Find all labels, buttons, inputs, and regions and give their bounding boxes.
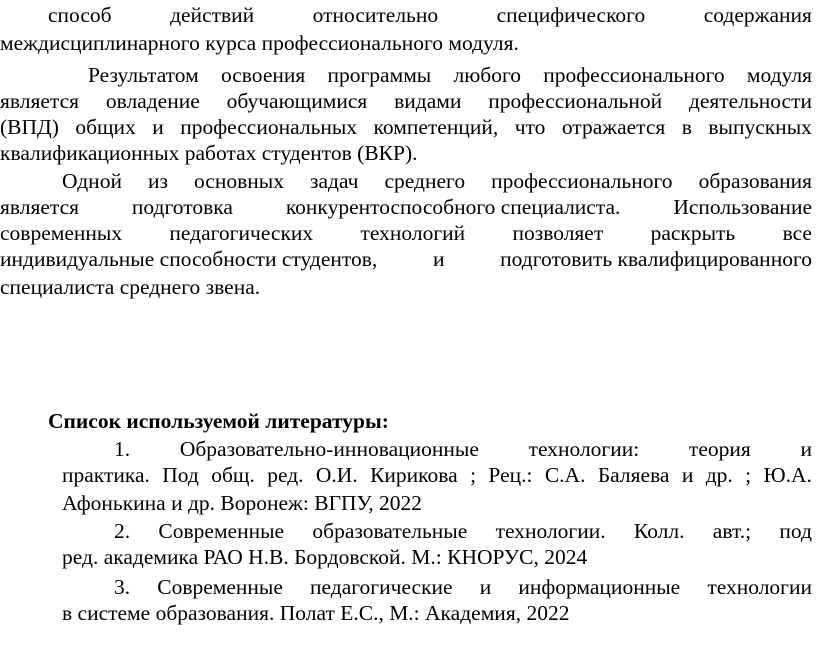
word: авт.; (712, 519, 752, 543)
word: практика. (62, 463, 150, 487)
word: профессионального (491, 169, 673, 193)
body-line-8 (0, 194, 812, 220)
word: из (147, 169, 168, 193)
word: Современные (157, 575, 283, 599)
word: современных (0, 221, 123, 245)
reference-3-line-2: в системе образования. Полат Е.С., М.: Академия, 2022 (62, 601, 570, 625)
word: общих (75, 115, 136, 139)
word: деятельности (688, 89, 812, 113)
word: под (779, 519, 812, 543)
word: специфического (496, 3, 646, 27)
word: и (800, 437, 812, 461)
word: общ. (211, 463, 255, 487)
word: обучающимися (226, 89, 368, 113)
word: Использование (673, 195, 812, 219)
word: Образовательно-инновационные (179, 437, 479, 461)
reference-1-line-3: Афонькина и др. Воронеж: ВГПУ, 2022 (62, 491, 422, 515)
body-line-11: специалиста среднего звена. (0, 275, 261, 299)
word: действий (170, 3, 255, 27)
word: все (782, 221, 812, 245)
word: видами (394, 89, 462, 113)
word: Рец.: (488, 463, 533, 487)
word: позволяет (512, 221, 604, 245)
reference-2-line-1 (114, 518, 812, 544)
word: Колл. (633, 519, 685, 543)
word: Современные (158, 519, 285, 543)
word: любого (453, 63, 521, 87)
word: технологии. (495, 519, 606, 543)
references-heading: Список используемой литературы: (48, 409, 389, 433)
body-line-5 (0, 114, 812, 140)
word: Одной (62, 169, 122, 193)
word: ; (745, 463, 752, 487)
word: Под (162, 463, 199, 487)
word: и (479, 575, 492, 599)
word: профессиональной (488, 89, 663, 113)
word: подготовка (131, 195, 233, 219)
body-line-3 (88, 62, 812, 88)
word: образовательные (312, 519, 468, 543)
body-line-6: квалификационных работах студентов (ВКР). (0, 141, 418, 165)
word: в (681, 115, 692, 139)
word: Результатом (88, 63, 199, 87)
word: педагогических (169, 221, 314, 245)
body-line-4 (0, 88, 812, 114)
body-line-2: междисциплинарного курса профессионального модуля. (0, 31, 519, 55)
word: раскрыть (650, 221, 736, 245)
word: профессионального (543, 63, 725, 87)
word: профессиональных (180, 115, 358, 139)
body-line-10 (0, 246, 812, 272)
word: и (432, 247, 445, 271)
word: задач (309, 169, 359, 193)
word: Ю.А. (763, 463, 812, 487)
word: ред. (267, 463, 304, 487)
reference-1-line-1 (114, 436, 812, 462)
reference-1-line-2 (62, 462, 812, 488)
word: Баляева (597, 463, 670, 487)
word: Кирикова (370, 463, 458, 487)
word: компетенций, (373, 115, 499, 139)
word: 2. (114, 519, 131, 543)
word: модуля (746, 63, 812, 87)
word: способ (48, 3, 112, 27)
word: среднего (384, 169, 466, 193)
body-line-1 (48, 2, 812, 28)
word: образования (698, 169, 812, 193)
word: и (681, 463, 694, 487)
word: что (514, 115, 546, 139)
word: 1. (114, 437, 131, 461)
word: содержания (703, 3, 812, 27)
word: основных (194, 169, 284, 193)
word: конкурентоспособного специалиста. (285, 195, 621, 219)
word: овладение (105, 89, 200, 113)
word: индивидуальные способности студентов, (0, 247, 378, 271)
word: С.А. (544, 463, 586, 487)
reference-2-line-2: ред. академика РАО Н.В. Бордовской. М.: КНОРУС, 2024 (62, 545, 588, 569)
body-line-9 (0, 220, 812, 246)
word: отражается (561, 115, 666, 139)
reference-3-line-1 (114, 574, 812, 600)
word: технологий (360, 221, 466, 245)
word: теория (688, 437, 751, 461)
word: ; (470, 463, 477, 487)
word: относительно (312, 3, 439, 27)
word: О.И. (315, 463, 358, 487)
word: технологии: (528, 437, 640, 461)
word: 3. (114, 575, 131, 599)
word: является (0, 195, 80, 219)
word: и (152, 115, 164, 139)
word: (ВПД) (0, 115, 59, 139)
word: педагогические (310, 575, 453, 599)
body-line-7 (62, 168, 812, 194)
word: освоения (220, 63, 306, 87)
word: технологии (707, 575, 812, 599)
word: является (0, 89, 80, 113)
word: выпускных (708, 115, 812, 139)
word: программы (327, 63, 432, 87)
word: информационные (518, 575, 681, 599)
word: др. (705, 463, 733, 487)
word: подготовить квалифицированного (500, 247, 812, 271)
